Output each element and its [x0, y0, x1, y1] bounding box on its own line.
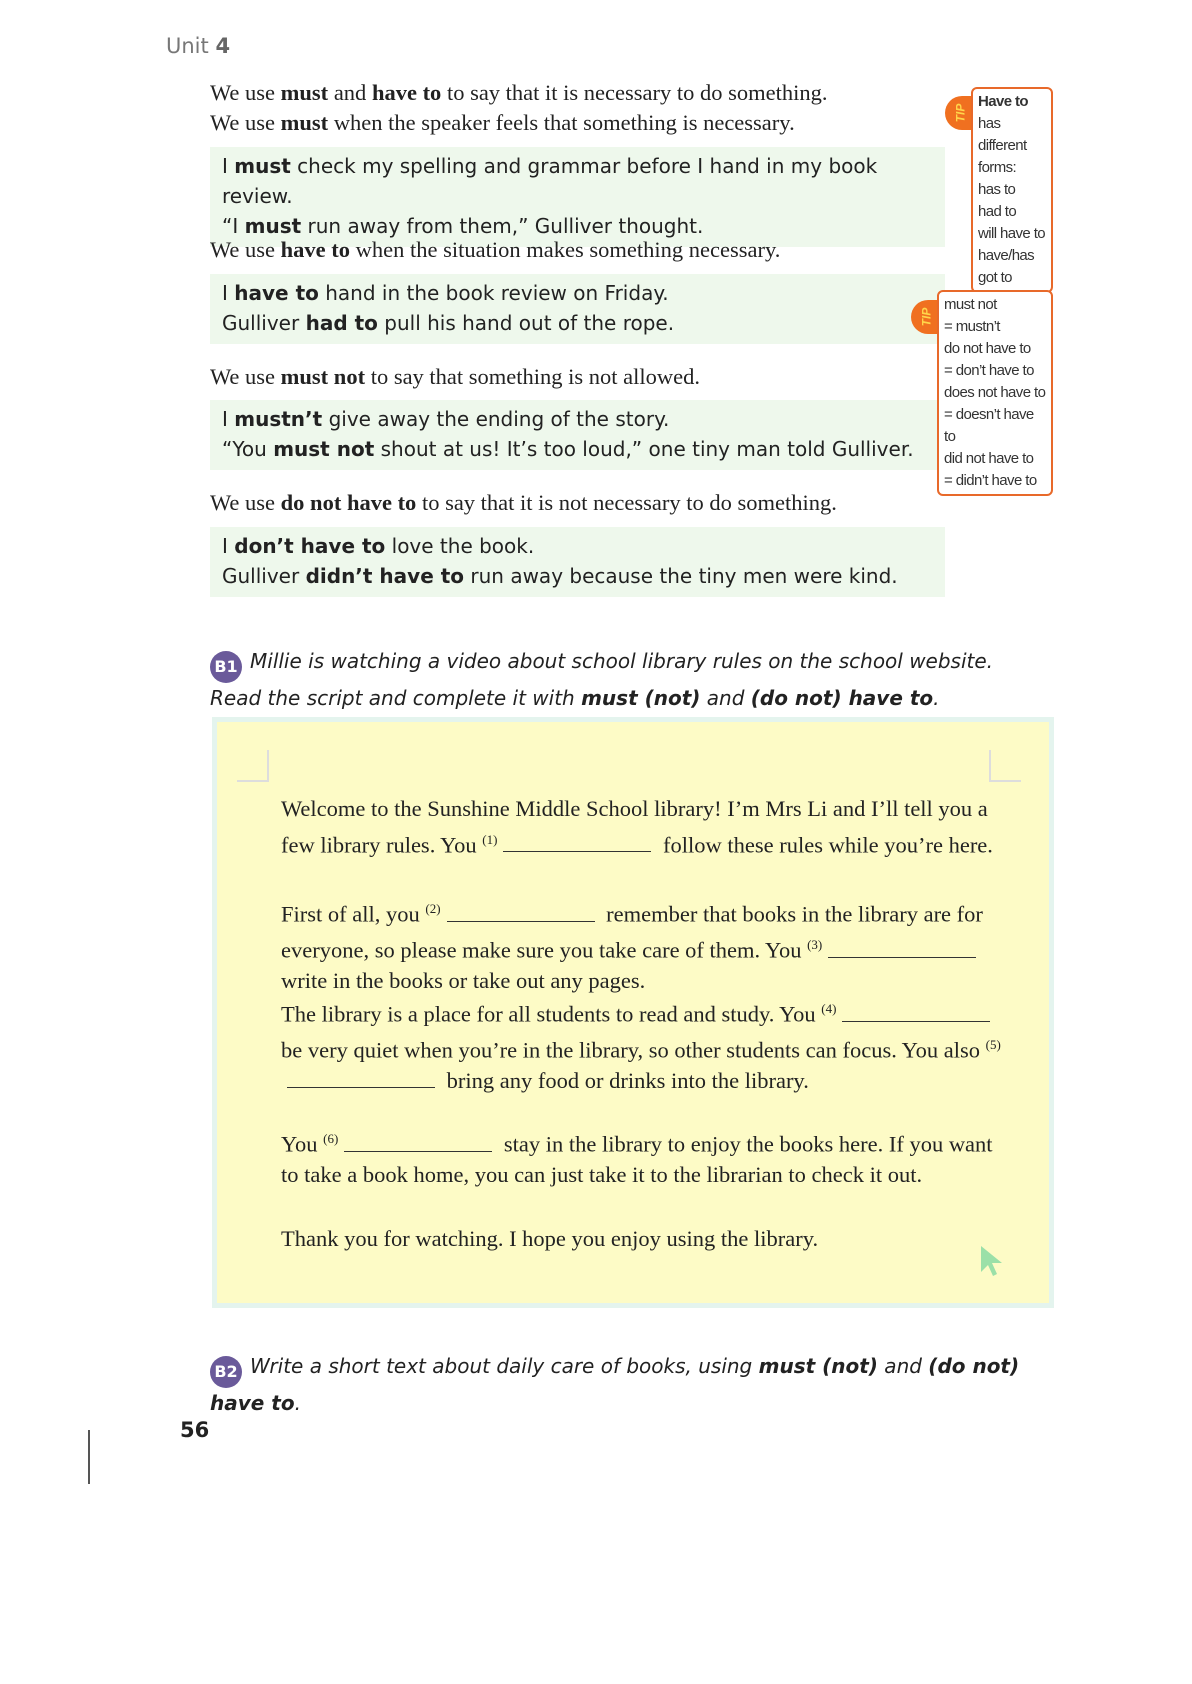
text-segment: and — [700, 686, 751, 710]
text-line — [222, 308, 945, 338]
text-segment: run away because the tiny men were kind. — [464, 564, 898, 588]
answer-blank[interactable] — [344, 1131, 492, 1152]
blank-number: (2) — [425, 901, 441, 916]
text-line — [222, 151, 945, 211]
examples-do-not-have-to — [210, 527, 945, 597]
answer-blank[interactable] — [503, 831, 651, 852]
script-paragraph-5 — [281, 1224, 1001, 1255]
text-segment: We use — [210, 237, 281, 262]
text-line — [978, 135, 1046, 157]
bold-term: must — [234, 154, 291, 178]
tip-box-contractions — [937, 290, 1053, 496]
text-line — [978, 157, 1046, 179]
examples-have-to — [210, 274, 945, 344]
text-segment: “You — [222, 437, 274, 461]
binding-line — [88, 1430, 90, 1484]
text-segment: We use — [210, 364, 281, 389]
text-line — [978, 91, 1046, 135]
blank-number: (5) — [985, 1037, 1001, 1052]
tip-box-have-to-forms — [971, 87, 1053, 293]
bold-term: must — [244, 214, 302, 238]
tip-badge-text: TIP — [918, 307, 933, 327]
text-line — [222, 561, 945, 591]
answer-blank[interactable] — [287, 1067, 435, 1088]
rule-must-have-to — [210, 78, 828, 138]
examples-must — [210, 147, 945, 247]
text-segment: check my spelling and grammar before I hand in my book review. — [222, 154, 878, 208]
text-segment: shout at us! It’s too loud,” one tiny man told Gulliver. — [374, 437, 914, 461]
task-b2-instruction — [210, 1351, 1050, 1419]
corner-mark — [237, 750, 269, 782]
text-line — [944, 404, 1046, 448]
text-segment: We use — [210, 110, 281, 135]
text-line — [944, 470, 1046, 492]
text-segment: = doesn’t have to — [944, 406, 1034, 445]
script-paragraph-3 — [281, 994, 1001, 1097]
text-line — [978, 223, 1046, 245]
text-segment: must not — [944, 296, 997, 313]
text-segment: Thank you for watching. I hope you enjoy using the library. — [281, 1226, 819, 1251]
text-segment: I — [222, 407, 235, 431]
text-segment: I — [222, 154, 235, 178]
text-segment: had to — [978, 203, 1017, 220]
text-segment: . — [933, 686, 940, 710]
bold-term: have to — [280, 237, 351, 262]
bold-term: must — [280, 110, 329, 135]
text-line — [978, 201, 1046, 223]
script-paragraph-2 — [281, 894, 1001, 997]
text-line — [944, 338, 1046, 360]
text-segment: Gulliver — [222, 311, 306, 335]
text-line — [978, 245, 1046, 267]
text-line — [222, 434, 945, 464]
text-line — [210, 235, 780, 265]
text-segment: = don’t have to — [944, 362, 1034, 379]
bold-term: have to — [234, 281, 319, 305]
bold-term: have to — [371, 80, 442, 105]
text-segment: love the book. — [385, 534, 535, 558]
text-segment: forms: — [978, 159, 1017, 176]
blank-number: (6) — [323, 1131, 339, 1146]
bold-term: didn’t have to — [305, 564, 465, 588]
text-segment: has — [978, 115, 1001, 132]
text-line — [210, 362, 700, 392]
text-line — [944, 360, 1046, 382]
text-segment: The library is a place for all students to read and study. You — [281, 1001, 822, 1027]
rule-must-not — [210, 362, 700, 392]
bold-term: must — [280, 80, 329, 105]
text-segment: different — [978, 137, 1027, 154]
bold-term: must (not) — [581, 686, 701, 710]
instruction-text — [210, 649, 993, 710]
instruction-text — [210, 1354, 1019, 1415]
text-line — [222, 404, 945, 434]
script-paragraph-4 — [281, 1124, 1001, 1191]
text-segment: You — [281, 1131, 324, 1157]
rule-do-not-have-to — [210, 488, 837, 518]
blank-number: (3) — [807, 937, 823, 952]
text-line — [210, 1354, 1019, 1415]
bold-term: must (not) — [758, 1354, 878, 1378]
text-segment: Write a short text about daily care of books, using — [250, 1354, 759, 1378]
task-b1-instruction — [210, 646, 1050, 714]
bold-term: don’t have to — [234, 534, 386, 558]
text-segment: . — [294, 1391, 301, 1415]
unit-label — [166, 34, 230, 58]
text-segment: = didn’t have to — [944, 472, 1037, 489]
text-segment: follow these rules while you’re here. — [657, 832, 993, 857]
text-line — [944, 382, 1046, 404]
text-line — [944, 448, 1046, 470]
bold-term: must not — [273, 437, 375, 461]
text-line — [944, 294, 1046, 316]
task-badge-b2: B2 — [210, 1356, 242, 1388]
text-segment: I — [222, 281, 235, 305]
text-segment: when the speaker feels that something is necessary. — [328, 110, 795, 135]
text-segment: First of all, you — [281, 901, 426, 927]
answer-blank[interactable] — [828, 937, 976, 958]
text-segment: to say that it is necessary to do something. — [441, 80, 828, 105]
text-segment: has to — [978, 181, 1016, 198]
answer-blank[interactable] — [447, 901, 595, 922]
unit-text: Unit — [166, 34, 209, 58]
text-segment: did not have to — [944, 450, 1034, 467]
text-segment: We use — [210, 80, 281, 105]
corner-mark — [989, 750, 1021, 782]
text-segment: write in the books or take out any pages. — [281, 968, 646, 993]
unit-number: 4 — [215, 34, 231, 58]
script-box — [212, 717, 1054, 1308]
examples-must-not — [210, 400, 945, 470]
answer-blank[interactable] — [842, 1001, 990, 1022]
text-line — [944, 316, 1046, 338]
bold-term: mustn’t — [234, 407, 323, 431]
text-segment: to say that it is not necessary to do something. — [416, 490, 837, 515]
bold-term: Have to — [978, 93, 1028, 110]
bold-term: do not have to — [280, 490, 417, 515]
text-segment: remember that books in the library are for everyone, so please make sure you take care of them. You — [281, 901, 983, 963]
blank-number: (4) — [821, 1001, 837, 1016]
text-segment: pull his hand out of the rope. — [377, 311, 675, 335]
text-segment: Gulliver — [222, 564, 306, 588]
text-segment: Millie is watching a video about school library rules on the school website. Read the script and complete it with — [210, 649, 994, 710]
text-segment: and — [328, 80, 372, 105]
blank-number: (1) — [482, 831, 498, 847]
text-line — [210, 488, 837, 518]
text-line — [222, 531, 945, 561]
text-line — [978, 179, 1046, 201]
text-line — [210, 78, 828, 108]
page-number: 56 — [180, 1418, 210, 1442]
text-line — [978, 267, 1046, 289]
text-line — [222, 278, 945, 308]
text-segment: “I — [222, 214, 245, 238]
text-segment: be very quiet when you’re in the library, so other students can focus. You also — [281, 1037, 986, 1063]
text-line — [210, 108, 828, 138]
bold-term: (do not) have to — [750, 686, 934, 710]
bold-term: (do not) have to — [210, 1354, 1020, 1415]
cursor-arrow-icon — [979, 1244, 1005, 1278]
script-paragraph-1 — [281, 794, 1001, 861]
text-segment: do not have to — [944, 340, 1031, 357]
tip-badge-text: TIP — [952, 103, 967, 123]
text-segment: run away from them,” Gulliver thought. — [301, 214, 704, 238]
text-line — [210, 649, 993, 710]
text-segment: to say that something is not allowed. — [365, 364, 701, 389]
text-segment: We use — [210, 490, 281, 515]
text-segment: got to — [978, 269, 1012, 286]
text-segment: I — [222, 534, 235, 558]
rule-have-to — [210, 235, 780, 265]
bold-term: must not — [280, 364, 366, 389]
text-segment: give away the ending of the story. — [322, 407, 670, 431]
text-segment: and — [877, 1354, 929, 1378]
text-segment: Welcome to the Sunshine Middle School library! I’m Mrs Li and I’ll tell you a few library rules. You — [281, 796, 988, 857]
text-segment: hand in the book review on Friday. — [318, 281, 669, 305]
text-segment: does not have to — [944, 384, 1046, 401]
text-segment: bring any food or drinks into the library. — [441, 1068, 809, 1093]
text-segment: will have to — [978, 225, 1046, 242]
bold-term: had to — [305, 311, 378, 335]
text-segment: when the situation makes something necessary. — [350, 237, 781, 262]
text-segment: stay in the library to enjoy the books here. If you want to take a book home, you can just take it to the librarian to check it out. — [281, 1131, 993, 1187]
text-segment: have/has — [978, 247, 1035, 264]
text-segment: = mustn’t — [944, 318, 1000, 335]
task-badge-b1: B1 — [210, 651, 242, 683]
